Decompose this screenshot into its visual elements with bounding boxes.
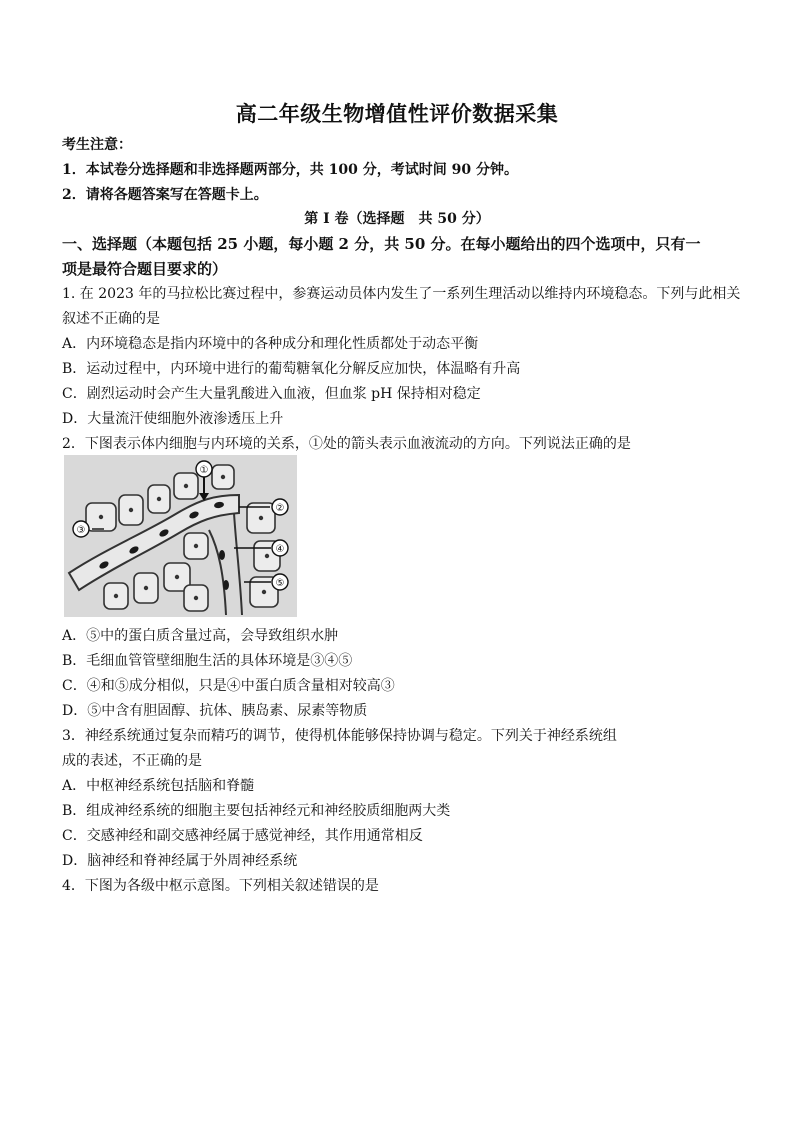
q3-option-c: C．交感神经和副交感神经属于感觉神经，其作用通常相反 — [62, 828, 423, 844]
q2-option-b: B．毛细血管管壁细胞生活的具体环境是③④⑤ — [62, 653, 353, 669]
notice-item-1: 1．本试卷分选择题和非选择题两部分，共 100 分，考试时间 90 分钟。 — [62, 162, 518, 178]
q2-option-d: D．⑤中含有胆固醇、抗体、胰岛素、尿素等物质 — [62, 703, 368, 719]
q3-option-a: A．中枢神经系统包括脑和脊髓 — [62, 778, 255, 794]
q1-stem-line2: 叙述不正确的是 — [62, 311, 160, 327]
q1-stem-line1: 1. 在 2023 年的马拉松比赛过程中，参赛运动员体内发生了一系列生理活动以维持内环境稳态。下列与此相关 — [62, 286, 741, 302]
q3-option-b: B．组成神经系统的细胞主要包括神经元和神经胶质细胞两大类 — [62, 803, 451, 819]
figure-label-2: ② — [275, 503, 285, 514]
q4-stem: 4．下图为各级中枢示意图。下列相关叙述错误的是 — [62, 878, 379, 894]
q3-option-d: D．脑神经和脊神经属于外周神经系统 — [62, 853, 298, 869]
figure-label-3: ③ — [76, 525, 86, 536]
tissue-diagram — [64, 455, 297, 617]
section-instruction-line2: 项是最符合题目要求的） — [62, 260, 228, 278]
notice-heading: 考生注意： — [62, 137, 132, 153]
q3-stem-line1: 3．神经系统通过复杂而精巧的调节，使得机体能够保持协调与稳定。下列关于神经系统组 — [62, 728, 617, 744]
figure-label-4: ④ — [275, 544, 285, 555]
figure-label-5: ⑤ — [275, 578, 285, 589]
tissue-figure — [64, 455, 297, 617]
notice-item-2: 2．请将各题答案写在答题卡上。 — [62, 187, 268, 203]
section-title: 第 I 卷（选择题 共 50 分） — [304, 211, 490, 227]
q2-stem: 2．下图表示体内细胞与内环境的关系，①处的箭头表示血液流动的方向。下列说法正确的是 — [62, 436, 631, 452]
q1-option-b: B．运动过程中，内环境中进行的葡萄糖氧化分解反应加快，体温略有升高 — [62, 361, 521, 377]
q3-stem-line2: 成的表述，不正确的是 — [62, 753, 202, 769]
q1-option-c: C．剧烈运动时会产生大量乳酸进入血液，但血浆 pH 保持相对稳定 — [62, 386, 481, 402]
q2-option-a: A．⑤中的蛋白质含量过高，会导致组织水肿 — [62, 628, 339, 644]
section-instruction-line1: 一、选择题（本题包括 25 小题，每小题 2 分，共 50 分。在每小题给出的四个选项中，只有一 — [62, 235, 701, 253]
q2-option-c: C．④和⑤成分相似，只是④中蛋白质含量相对较高③ — [62, 678, 395, 694]
page-title: 高二年级生物增值性评价数据采集 — [235, 101, 559, 126]
q1-option-a: A．内环境稳态是指内环境中的各种成分和理化性质都处于动态平衡 — [62, 336, 479, 352]
q1-option-d: D．大量流汗使细胞外液渗透压上升 — [62, 411, 284, 427]
figure-label-1: ① — [199, 465, 209, 476]
